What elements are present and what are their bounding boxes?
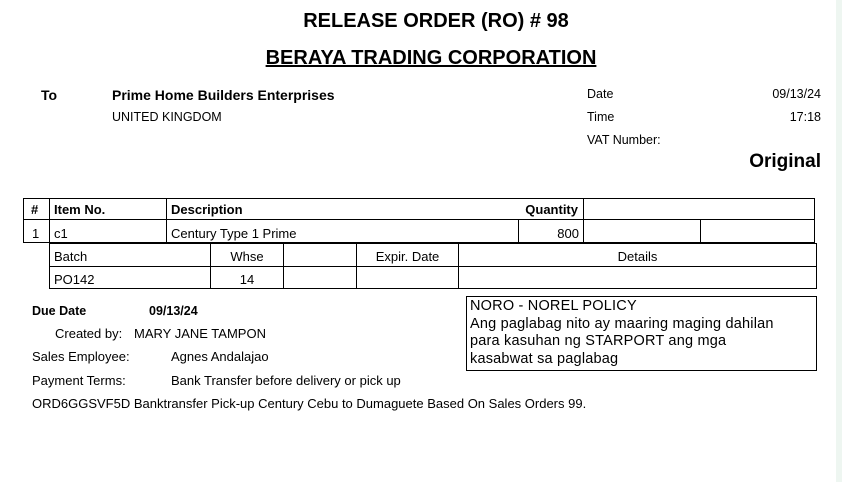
policy-title: NORO - NOREL POLICY (470, 298, 637, 314)
items-header-num: # (31, 202, 39, 217)
batch-header-batch: Batch (54, 249, 88, 264)
row-cell-extra-2 (700, 219, 815, 243)
customer-country: UNITED KINGDOM (112, 110, 222, 124)
to-label: To (41, 87, 58, 103)
items-header-description: Description (171, 202, 243, 217)
window-edge (836, 0, 842, 482)
policy-line-2: para kasuhan ng STARPORT ang mga (470, 333, 727, 349)
batch-header-whse: Whse (230, 249, 264, 264)
batch-cell-blank (283, 266, 357, 289)
document-title: RELEASE ORDER (RO) # 98 (303, 10, 569, 32)
items-header-cell-blank (583, 198, 815, 220)
row-item-no: c1 (54, 226, 68, 241)
vat-label: VAT Number: (587, 133, 661, 147)
batch-cell-expir (356, 266, 459, 289)
date-value: 09/13/24 (772, 87, 821, 101)
time-label: Time (587, 110, 615, 124)
row-num: 1 (32, 226, 40, 241)
created-by-label: Created by: (55, 326, 123, 341)
time-value: 17:18 (789, 110, 821, 124)
row-quantity: 800 (557, 226, 579, 241)
row-description: Century Type 1 Prime (171, 226, 297, 241)
policy-line-3: kasabwat sa paglabag (470, 350, 619, 367)
batch-value: PO142 (54, 272, 95, 287)
batch-header-cell-blank (283, 243, 357, 267)
policy-box (466, 296, 817, 371)
sales-employee-value: Agnes Andalajao (171, 349, 269, 364)
items-header-item-no: Item No. (54, 202, 106, 217)
company-name: BERAYA TRADING CORPORATION (265, 47, 597, 69)
items-header-quantity: Quantity (525, 202, 578, 217)
due-date-value: 09/13/24 (149, 304, 198, 318)
due-date-label: Due Date (32, 304, 87, 318)
row-cell-extra-1 (583, 219, 701, 243)
policy-line-1: Ang paglabag nito ay maaring maging dahilan (470, 315, 774, 332)
payment-terms-value: Bank Transfer before delivery or pick up (171, 373, 401, 388)
created-by-value: MARY JANE TAMPON (134, 326, 266, 341)
whse-value: 14 (239, 272, 255, 287)
batch-header-expir-date: Expir. Date (375, 249, 440, 264)
batch-header-details: Details (617, 249, 658, 264)
sales-employee-label: Sales Employee: (32, 349, 130, 364)
remarks: ORD6GGSVF5D Banktransfer Pick-up Century Cebu to Dumaguete Based On Sales Orders 99. (32, 396, 587, 411)
date-label: Date (587, 87, 614, 101)
customer-name: Prime Home Builders Enterprises (112, 87, 335, 103)
batch-cell-details (458, 266, 817, 289)
payment-terms-label: Payment Terms: (32, 373, 126, 388)
copy-type: Original (749, 151, 821, 172)
